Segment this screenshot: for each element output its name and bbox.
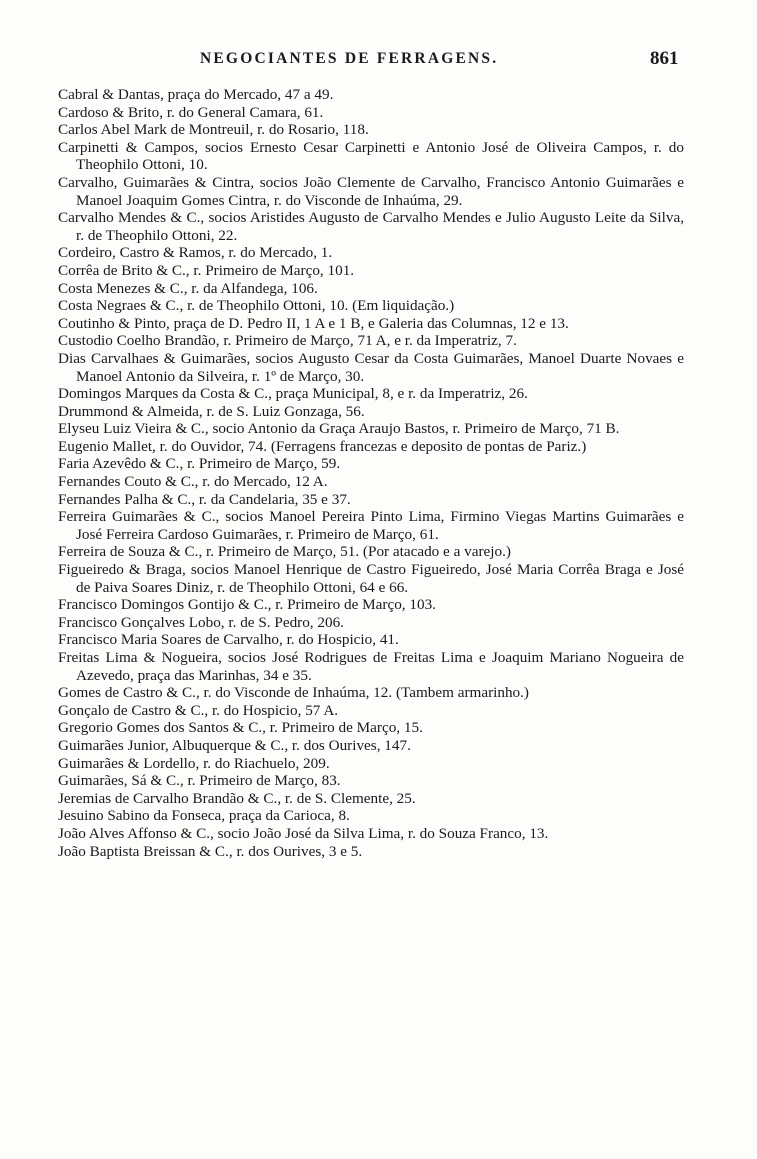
list-item: Cardoso & Brito, r. do General Camara, 61.: [58, 103, 324, 121]
list-item: Custodio Coelho Brandão, r. Primeiro de Março, 71 A, e r. da Imperatriz, 7.: [58, 332, 517, 350]
list-item: Gonçalo de Castro & C., r. do Hospicio, 57 A.: [58, 701, 339, 719]
page-header: [0, 50, 757, 78]
page-number: 861: [650, 48, 679, 69]
list-item: Francisco Gonçalves Lobo, r. de S. Pedro, 206.: [58, 613, 344, 631]
list-item: Fernandes Couto & C., r. do Mercado, 12 A.: [58, 473, 328, 491]
list-item: João Baptista Breissan & C., r. dos Ourives, 3 e 5.: [58, 842, 363, 860]
list-item: Jeremias de Carvalho Brandão & C., r. de S. Clemente, 25.: [58, 789, 416, 807]
list-item: João Alves Affonso & C., socio João José da Silva Lima, r. do Souza Franco, 13.: [58, 824, 549, 842]
list-item: Carpinetti & Campos, socios Ernesto Cesar Carpinetti e Antonio José de Oliveira Campos, r. do Theophilo Ottoni, 10.: [58, 138, 684, 174]
list-item: Fernandes Palha & C., r. da Candelaria, 35 e 37.: [58, 490, 351, 508]
list-item: Ferreira de Souza & C., r. Primeiro de Março, 51. (Por atacado e a varejo.): [58, 543, 511, 561]
list-item: Faria Azevêdo & C., r. Primeiro de Março, 59.: [58, 455, 341, 473]
list-item: Guimarães & Lordello, r. do Riachuelo, 209.: [58, 754, 330, 772]
merchant-list: [58, 86, 684, 860]
list-item: Gregorio Gomes dos Santos & C., r. Primeiro de Março, 15.: [58, 719, 423, 737]
list-item: Ferreira Guimarães & C., socios Manoel Pereira Pinto Lima, Firmino Viegas Martins Guimarães e José Ferreira Cardoso Guimarães, r. Primeiro de Março, 61.: [58, 508, 684, 543]
list-item: Cabral & Dantas, praça do Mercado, 47 a 49.: [58, 86, 334, 103]
list-item: Carvalho, Guimarães & Cintra, socios João Clemente de Carvalho, Francisco Antonio Guimarães e Manoel Joaquim Gomes Cintra, r. do Visconde de Inhaúma, 29.: [58, 173, 684, 209]
list-item: Elyseu Luiz Vieira & C., socio Antonio da Graça Araujo Bastos, r. Primeiro de Março, 71 B.: [58, 420, 620, 438]
list-item: Figueiredo & Braga, socios Manoel Henrique de Castro Figueiredo, José Maria Corrêa Braga e José de Paiva Soares Diniz, r. de Theophilo Ottoni, 64 e 66.: [58, 561, 684, 596]
list-item: Cordeiro, Castro & Ramos, r. do Mercado, 1.: [58, 244, 333, 262]
list-item: Gomes de Castro & C., r. do Visconde de Inhaúma, 12. (Tambem armarinho.): [58, 684, 529, 702]
list-item: Carlos Abel Mark de Montreuil, r. do Rosario, 118.: [58, 121, 369, 139]
list-item: Jesuino Sabino da Fonseca, praça da Carioca, 8.: [58, 807, 350, 825]
list-item: Dias Carvalhaes & Guimarães, socios Augusto Cesar da Costa Guimarães, Manoel Duarte Novaes e Manoel Antonio da Silveira, r. 1º de Março, 30.: [58, 349, 684, 385]
list-item: Domingos Marques da Costa & C., praça Municipal, 8, e r. da Imperatriz, 26.: [58, 385, 528, 403]
list-item: Corrêa de Brito & C., r. Primeiro de Março, 101.: [58, 261, 355, 279]
list-item: Francisco Maria Soares de Carvalho, r. do Hospicio, 41.: [58, 631, 399, 649]
list-item: Costa Menezes & C., r. da Alfandega, 106.: [58, 279, 318, 297]
list-item: Drummond & Almeida, r. de S. Luiz Gonzaga, 56.: [58, 402, 365, 420]
running-title: NEGOCIANTES DE FERRAGENS.: [200, 50, 499, 67]
list-item: Guimarães Junior, Albuquerque & C., r. dos Ourives, 147.: [58, 736, 411, 754]
list-item: Francisco Domingos Gontijo & C., r. Primeiro de Março, 103.: [58, 596, 436, 614]
list-item: Coutinho & Pinto, praça de D. Pedro II, 1 A e 1 B, e Galeria das Columnas, 12 e 13.: [58, 314, 569, 332]
list-item: Guimarães, Sá & C., r. Primeiro de Março, 83.: [58, 772, 341, 790]
list-item: Freitas Lima & Nogueira, socios José Rodrigues de Freitas Lima e Joaquim Mariano Nogueira de Azevedo, praça das Marinhas, 34 e 35.: [58, 649, 684, 684]
list-item: Carvalho Mendes & C., socios Aristides Augusto de Carvalho Mendes e Julio Augusto Leite da Silva, r. de Theophilo Ottoni, 22.: [58, 209, 684, 244]
list-item: Eugenio Mallet, r. do Ouvidor, 74. (Ferragens francezas e deposito de pontas de Pariz.): [58, 437, 587, 455]
list-item: Costa Negraes & C., r. de Theophilo Ottoni, 10. (Em liquidação.): [58, 297, 455, 315]
